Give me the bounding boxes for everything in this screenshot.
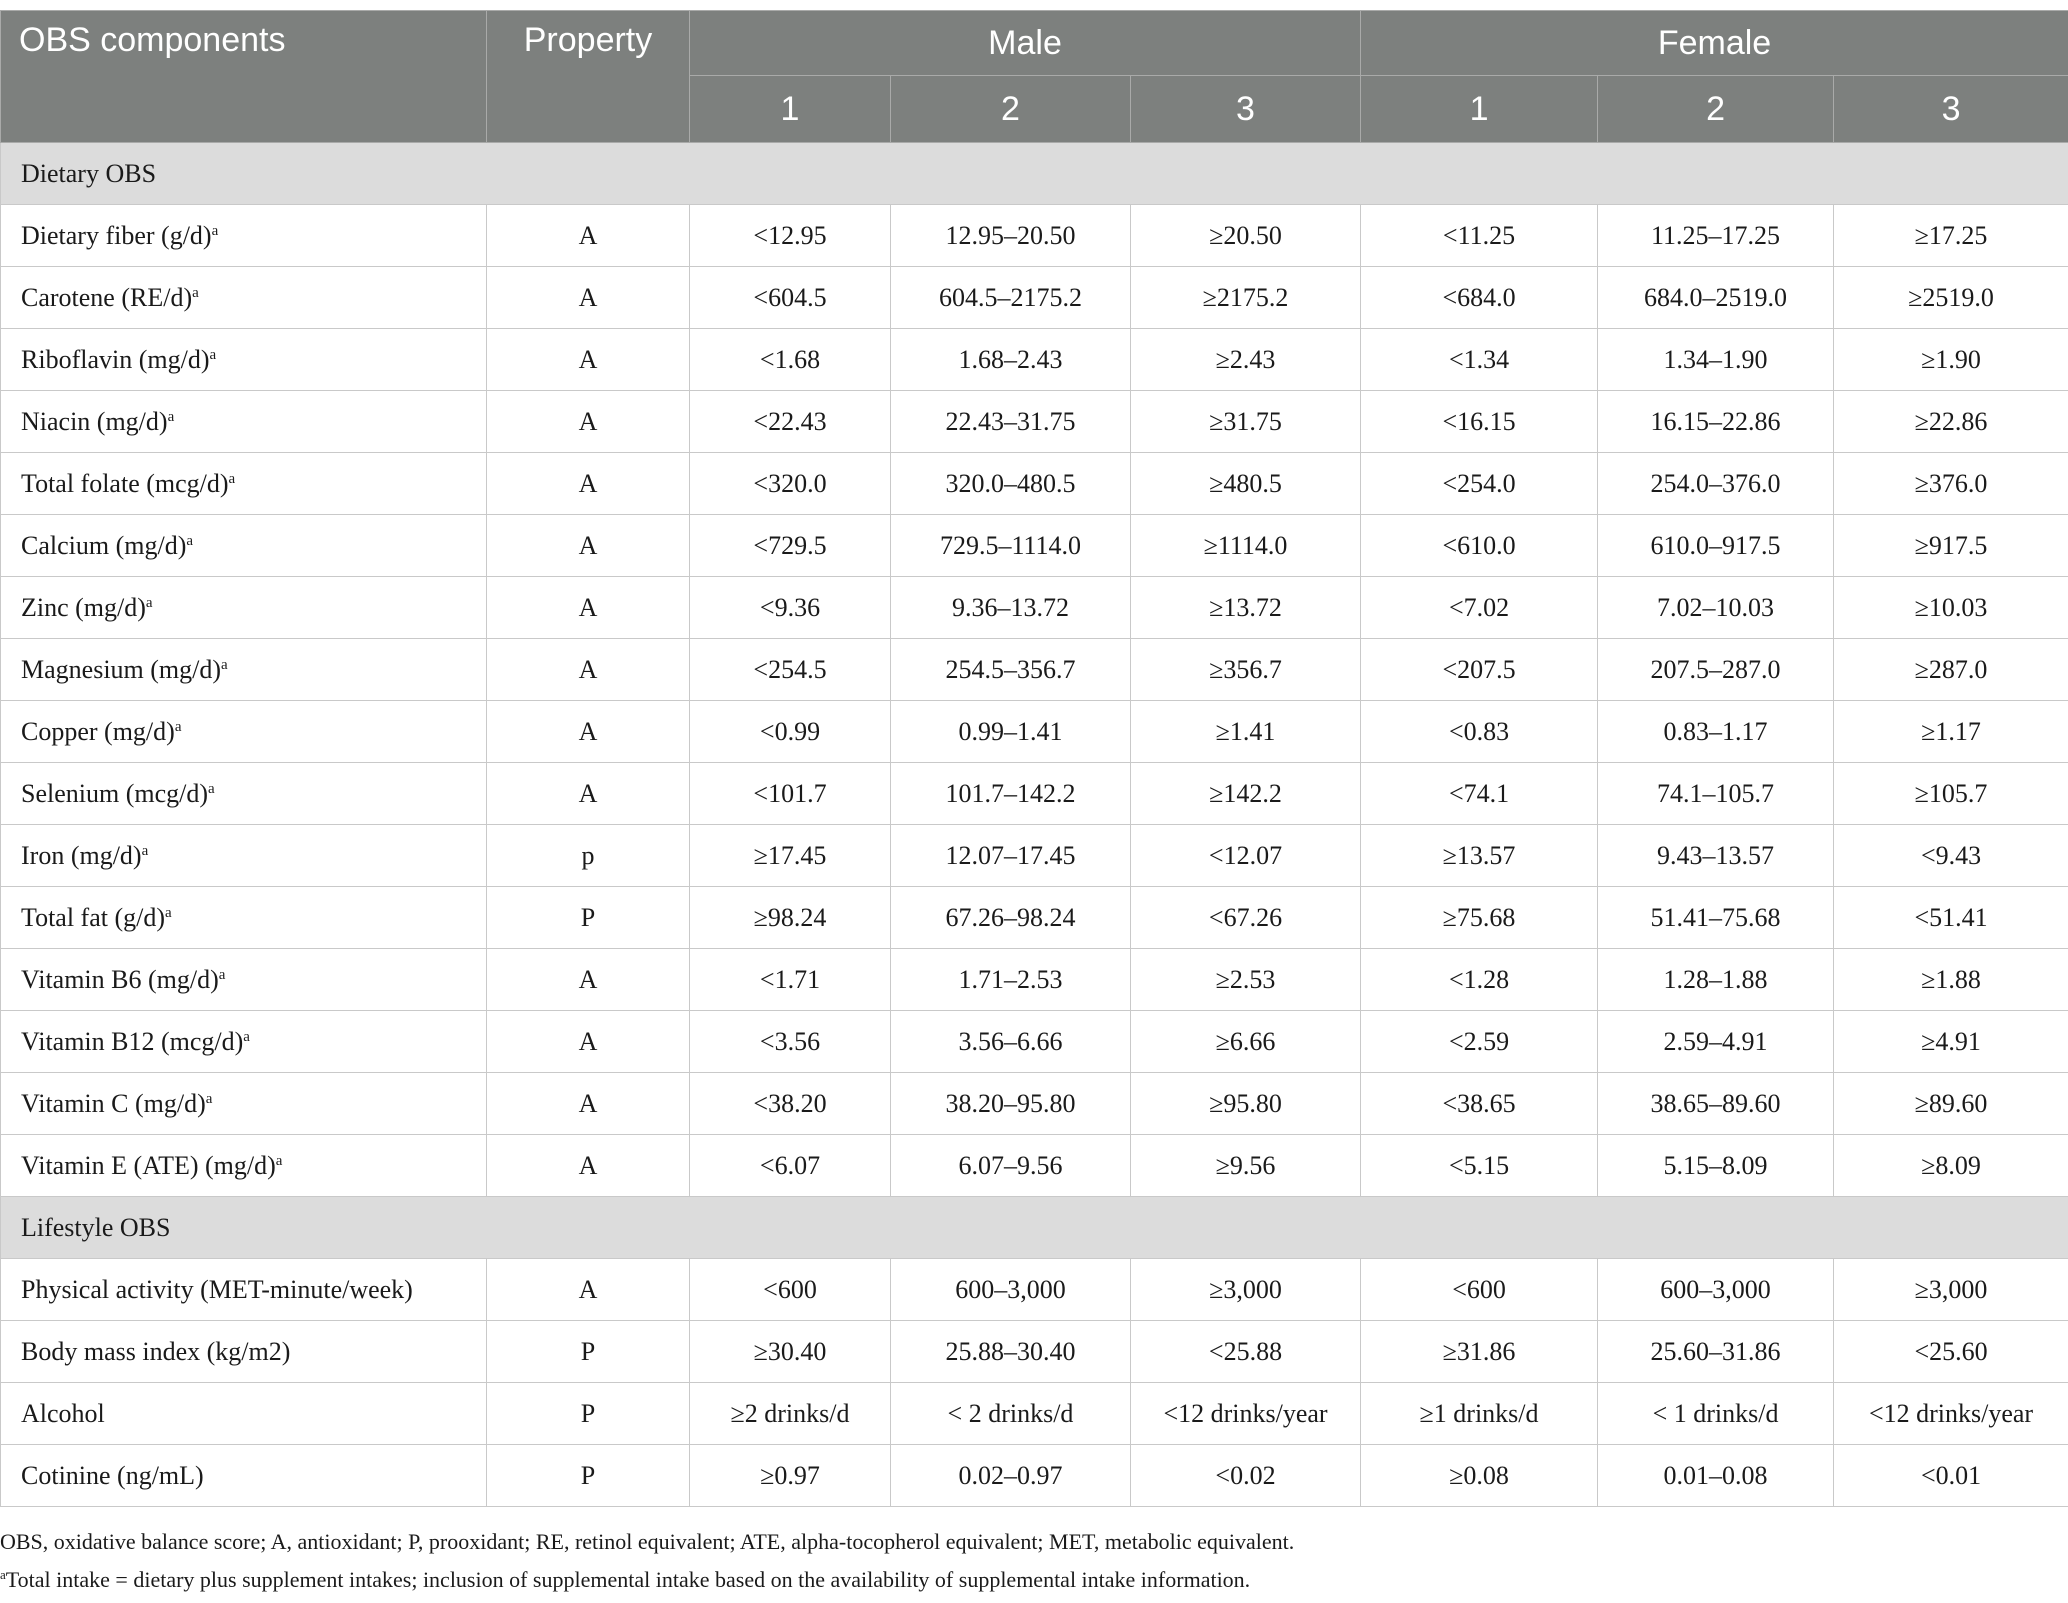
male-tertile-2-cell: 67.26–98.24 bbox=[891, 887, 1131, 949]
female-tertile-2-cell: 25.60–31.86 bbox=[1598, 1321, 1834, 1383]
property-cell: P bbox=[487, 887, 690, 949]
table-header bbox=[1, 11, 2068, 143]
table-body bbox=[1, 143, 2068, 1507]
female-tertile-1-cell: <11.25 bbox=[1361, 205, 1598, 267]
table-row bbox=[1, 329, 2068, 391]
female-tertile-3-cell: ≥2519.0 bbox=[1834, 267, 2068, 329]
property-cell: A bbox=[487, 1259, 690, 1321]
property-cell: A bbox=[487, 639, 690, 701]
table-row bbox=[1, 1445, 2068, 1507]
male-tertile-1-cell: <22.43 bbox=[690, 391, 891, 453]
component-cell bbox=[1, 1445, 487, 1507]
male-tertile-2-cell: 1.71–2.53 bbox=[891, 949, 1131, 1011]
property-cell: A bbox=[487, 205, 690, 267]
section-row bbox=[1, 1197, 2068, 1259]
table-row bbox=[1, 639, 2068, 701]
component-cell bbox=[1, 453, 487, 515]
male-tertile-1-cell: ≥2 drinks/d bbox=[690, 1383, 891, 1445]
female-tertile-2-cell: < 1 drinks/d bbox=[1598, 1383, 1834, 1445]
footnote-marker: a bbox=[174, 718, 182, 735]
property-cell: A bbox=[487, 267, 690, 329]
female-tertile-3-cell: ≥22.86 bbox=[1834, 391, 2068, 453]
male-tertile-3-cell: ≥20.50 bbox=[1131, 205, 1361, 267]
footnote-total-intake bbox=[0, 1561, 2068, 1599]
property-cell: A bbox=[487, 701, 690, 763]
property-cell: A bbox=[487, 577, 690, 639]
table-row bbox=[1, 825, 2068, 887]
component-cell bbox=[1, 391, 487, 453]
female-tertile-3-cell: ≥376.0 bbox=[1834, 453, 2068, 515]
male-tertile-2-cell: 1.68–2.43 bbox=[891, 329, 1131, 391]
footnote-total-intake-text: Total intake = dietary plus supplement intakes; inclusion of supplemental intake based on the availability of supplemental intake information. bbox=[5, 1567, 1251, 1592]
female-tertile-2-cell: 0.83–1.17 bbox=[1598, 701, 1834, 763]
table-row bbox=[1, 1073, 2068, 1135]
male-tertile-3-cell: ≥3,000 bbox=[1131, 1259, 1361, 1321]
female-tertile-3-cell: ≥3,000 bbox=[1834, 1259, 2068, 1321]
header-male-tertile-1: 1 bbox=[690, 76, 891, 143]
footnote-marker: a bbox=[165, 904, 172, 921]
table-row bbox=[1, 1259, 2068, 1321]
male-tertile-1-cell: <1.68 bbox=[690, 329, 891, 391]
component-cell bbox=[1, 701, 487, 763]
header-female-tertile-2: 2 bbox=[1598, 76, 1834, 143]
header-male-tertile-3: 3 bbox=[1131, 76, 1361, 143]
male-tertile-3-cell: ≥356.7 bbox=[1131, 639, 1361, 701]
female-tertile-2-cell: 9.43–13.57 bbox=[1598, 825, 1834, 887]
component-name: Vitamin B12 (mcg/d) bbox=[21, 1026, 244, 1056]
footnote-marker: a bbox=[228, 470, 236, 487]
male-tertile-2-cell: 22.43–31.75 bbox=[891, 391, 1131, 453]
header-female-tertile-3: 3 bbox=[1834, 76, 2068, 143]
table-row bbox=[1, 577, 2068, 639]
header-obs-components: OBS components bbox=[1, 11, 487, 143]
male-tertile-1-cell: <320.0 bbox=[690, 453, 891, 515]
table-row bbox=[1, 453, 2068, 515]
property-cell: A bbox=[487, 763, 690, 825]
component-cell bbox=[1, 1073, 487, 1135]
component-cell bbox=[1, 887, 487, 949]
obs-components-table bbox=[0, 10, 2068, 1507]
male-tertile-2-cell: 25.88–30.40 bbox=[891, 1321, 1131, 1383]
male-tertile-2-cell: 12.95–20.50 bbox=[891, 205, 1131, 267]
male-tertile-3-cell: ≥95.80 bbox=[1131, 1073, 1361, 1135]
male-tertile-3-cell: <25.88 bbox=[1131, 1321, 1361, 1383]
footnote-marker: a bbox=[243, 1028, 250, 1045]
component-cell bbox=[1, 1135, 487, 1197]
male-tertile-2-cell: 604.5–2175.2 bbox=[891, 267, 1131, 329]
component-name: Vitamin E (ATE) (mg/d) bbox=[21, 1150, 276, 1180]
property-cell: A bbox=[487, 329, 690, 391]
footnote-marker: a bbox=[208, 780, 215, 797]
component-cell bbox=[1, 1011, 487, 1073]
female-tertile-2-cell: 7.02–10.03 bbox=[1598, 577, 1834, 639]
header-property: Property bbox=[487, 11, 690, 143]
female-tertile-1-cell: ≥75.68 bbox=[1361, 887, 1598, 949]
female-tertile-2-cell: 254.0–376.0 bbox=[1598, 453, 1834, 515]
male-tertile-2-cell: 600–3,000 bbox=[891, 1259, 1131, 1321]
female-tertile-2-cell: 610.0–917.5 bbox=[1598, 515, 1834, 577]
male-tertile-1-cell: <1.71 bbox=[690, 949, 891, 1011]
male-tertile-1-cell: ≥0.97 bbox=[690, 1445, 891, 1507]
property-cell: A bbox=[487, 391, 690, 453]
component-name: Vitamin C (mg/d) bbox=[21, 1088, 206, 1118]
header-female: Female bbox=[1361, 11, 2068, 76]
male-tertile-1-cell: <101.7 bbox=[690, 763, 891, 825]
female-tertile-1-cell: ≥13.57 bbox=[1361, 825, 1598, 887]
female-tertile-2-cell: 11.25–17.25 bbox=[1598, 205, 1834, 267]
male-tertile-1-cell: ≥98.24 bbox=[690, 887, 891, 949]
table-row bbox=[1, 1135, 2068, 1197]
male-tertile-2-cell: 6.07–9.56 bbox=[891, 1135, 1131, 1197]
female-tertile-1-cell: <684.0 bbox=[1361, 267, 1598, 329]
table-row bbox=[1, 1321, 2068, 1383]
male-tertile-2-cell: 320.0–480.5 bbox=[891, 453, 1131, 515]
component-cell bbox=[1, 1259, 487, 1321]
component-cell bbox=[1, 267, 487, 329]
female-tertile-1-cell: <610.0 bbox=[1361, 515, 1598, 577]
female-tertile-1-cell: ≥31.86 bbox=[1361, 1321, 1598, 1383]
header-male: Male bbox=[690, 11, 1361, 76]
property-cell: A bbox=[487, 1011, 690, 1073]
male-tertile-1-cell: ≥30.40 bbox=[690, 1321, 891, 1383]
table-row bbox=[1, 701, 2068, 763]
component-name: Total folate (mcg/d) bbox=[21, 468, 229, 498]
male-tertile-3-cell: <0.02 bbox=[1131, 1445, 1361, 1507]
component-name: Copper (mg/d) bbox=[21, 716, 175, 746]
female-tertile-2-cell: 1.34–1.90 bbox=[1598, 329, 1834, 391]
male-tertile-1-cell: <9.36 bbox=[690, 577, 891, 639]
female-tertile-3-cell: ≥1.88 bbox=[1834, 949, 2068, 1011]
component-cell bbox=[1, 205, 487, 267]
section-title: Dietary OBS bbox=[1, 143, 2068, 205]
property-cell: p bbox=[487, 825, 690, 887]
male-tertile-3-cell: ≥480.5 bbox=[1131, 453, 1361, 515]
component-cell bbox=[1, 1383, 487, 1445]
male-tertile-2-cell: 0.99–1.41 bbox=[891, 701, 1131, 763]
male-tertile-2-cell: 3.56–6.66 bbox=[891, 1011, 1131, 1073]
female-tertile-1-cell: <16.15 bbox=[1361, 391, 1598, 453]
component-name: Calcium (mg/d) bbox=[21, 530, 187, 560]
section-title: Lifestyle OBS bbox=[1, 1197, 2068, 1259]
female-tertile-2-cell: 600–3,000 bbox=[1598, 1259, 1834, 1321]
property-cell: A bbox=[487, 515, 690, 577]
male-tertile-1-cell: <6.07 bbox=[690, 1135, 891, 1197]
component-name: Iron (mg/d) bbox=[21, 840, 142, 870]
female-tertile-3-cell: <12 drinks/year bbox=[1834, 1383, 2068, 1445]
component-name: Physical activity (MET-minute/week) bbox=[21, 1274, 413, 1304]
male-tertile-3-cell: ≥6.66 bbox=[1131, 1011, 1361, 1073]
female-tertile-3-cell: ≥1.17 bbox=[1834, 701, 2068, 763]
male-tertile-3-cell: <12.07 bbox=[1131, 825, 1361, 887]
table-row bbox=[1, 1011, 2068, 1073]
component-cell bbox=[1, 825, 487, 887]
female-tertile-3-cell: ≥8.09 bbox=[1834, 1135, 2068, 1197]
female-tertile-3-cell: ≥1.90 bbox=[1834, 329, 2068, 391]
male-tertile-2-cell: 101.7–142.2 bbox=[891, 763, 1131, 825]
footnote-marker: a bbox=[145, 594, 153, 611]
female-tertile-2-cell: 16.15–22.86 bbox=[1598, 391, 1834, 453]
footnote-marker: a bbox=[218, 966, 226, 983]
male-tertile-2-cell: 729.5–1114.0 bbox=[891, 515, 1131, 577]
female-tertile-1-cell: ≥1 drinks/d bbox=[1361, 1383, 1598, 1445]
male-tertile-1-cell: <600 bbox=[690, 1259, 891, 1321]
female-tertile-1-cell: <1.34 bbox=[1361, 329, 1598, 391]
property-cell: P bbox=[487, 1321, 690, 1383]
male-tertile-2-cell: 254.5–356.7 bbox=[891, 639, 1131, 701]
male-tertile-1-cell: ≥17.45 bbox=[690, 825, 891, 887]
female-tertile-2-cell: 0.01–0.08 bbox=[1598, 1445, 1834, 1507]
component-cell bbox=[1, 577, 487, 639]
male-tertile-3-cell: ≥1114.0 bbox=[1131, 515, 1361, 577]
section-row bbox=[1, 143, 2068, 205]
female-tertile-3-cell: <25.60 bbox=[1834, 1321, 2068, 1383]
female-tertile-1-cell: <1.28 bbox=[1361, 949, 1598, 1011]
component-cell bbox=[1, 949, 487, 1011]
female-tertile-3-cell: ≥17.25 bbox=[1834, 205, 2068, 267]
property-cell: A bbox=[487, 1135, 690, 1197]
table-row bbox=[1, 1383, 2068, 1445]
table-row bbox=[1, 515, 2068, 577]
male-tertile-1-cell: <729.5 bbox=[690, 515, 891, 577]
male-tertile-2-cell: 9.36–13.72 bbox=[891, 577, 1131, 639]
female-tertile-3-cell: ≥917.5 bbox=[1834, 515, 2068, 577]
female-tertile-1-cell: <7.02 bbox=[1361, 577, 1598, 639]
female-tertile-1-cell: <207.5 bbox=[1361, 639, 1598, 701]
component-name: Cotinine (ng/mL) bbox=[21, 1460, 204, 1490]
table-row bbox=[1, 949, 2068, 1011]
female-tertile-2-cell: 2.59–4.91 bbox=[1598, 1011, 1834, 1073]
footnote-marker: a bbox=[205, 1090, 213, 1107]
footnote-mark: a bbox=[0, 1567, 6, 1582]
male-tertile-1-cell: <254.5 bbox=[690, 639, 891, 701]
female-tertile-1-cell: <0.83 bbox=[1361, 701, 1598, 763]
footnote-marker: a bbox=[192, 284, 199, 301]
female-tertile-2-cell: 38.65–89.60 bbox=[1598, 1073, 1834, 1135]
male-tertile-2-cell: 12.07–17.45 bbox=[891, 825, 1131, 887]
component-cell bbox=[1, 763, 487, 825]
male-tertile-3-cell: ≥9.56 bbox=[1131, 1135, 1361, 1197]
property-cell: A bbox=[487, 453, 690, 515]
component-name: Niacin (mg/d) bbox=[21, 406, 168, 436]
female-tertile-1-cell: <254.0 bbox=[1361, 453, 1598, 515]
component-name: Vitamin B6 (mg/d) bbox=[21, 964, 219, 994]
component-name: Dietary fiber (g/d) bbox=[21, 220, 212, 250]
female-tertile-2-cell: 74.1–105.7 bbox=[1598, 763, 1834, 825]
footnote-marker: a bbox=[167, 408, 175, 425]
female-tertile-1-cell: <2.59 bbox=[1361, 1011, 1598, 1073]
table-row bbox=[1, 205, 2068, 267]
table-row bbox=[1, 887, 2068, 949]
male-tertile-3-cell: ≥2175.2 bbox=[1131, 267, 1361, 329]
footnote-marker: a bbox=[186, 532, 194, 549]
footnote-marker: a bbox=[221, 656, 228, 673]
component-cell bbox=[1, 515, 487, 577]
property-cell: A bbox=[487, 949, 690, 1011]
female-tertile-3-cell: <0.01 bbox=[1834, 1445, 2068, 1507]
female-tertile-2-cell: 5.15–8.09 bbox=[1598, 1135, 1834, 1197]
component-name: Selenium (mcg/d) bbox=[21, 778, 209, 808]
footnote-abbreviations: OBS, oxidative balance score; A, antioxidant; P, prooxidant; RE, retinol equivalent; ATE, alpha-tocopherol equivalent; MET, metabolic equivalent. bbox=[0, 1529, 1295, 1554]
table-footnotes bbox=[0, 1523, 2068, 1599]
property-cell: P bbox=[487, 1445, 690, 1507]
male-tertile-3-cell: <67.26 bbox=[1131, 887, 1361, 949]
male-tertile-1-cell: <38.20 bbox=[690, 1073, 891, 1135]
header-male-tertile-2: 2 bbox=[891, 76, 1131, 143]
property-cell: A bbox=[487, 1073, 690, 1135]
component-name: Zinc (mg/d) bbox=[21, 592, 146, 622]
female-tertile-3-cell: ≥89.60 bbox=[1834, 1073, 2068, 1135]
component-name: Magnesium (mg/d) bbox=[21, 654, 222, 684]
male-tertile-3-cell: ≥2.53 bbox=[1131, 949, 1361, 1011]
female-tertile-3-cell: ≥287.0 bbox=[1834, 639, 2068, 701]
component-cell bbox=[1, 639, 487, 701]
female-tertile-2-cell: 684.0–2519.0 bbox=[1598, 267, 1834, 329]
component-cell bbox=[1, 329, 487, 391]
male-tertile-2-cell: < 2 drinks/d bbox=[891, 1383, 1131, 1445]
footnote-marker: a bbox=[211, 222, 219, 239]
component-cell bbox=[1, 1321, 487, 1383]
female-tertile-1-cell: <600 bbox=[1361, 1259, 1598, 1321]
female-tertile-3-cell: <9.43 bbox=[1834, 825, 2068, 887]
footnote-marker: a bbox=[275, 1152, 283, 1169]
footnote-marker: a bbox=[141, 842, 149, 859]
male-tertile-3-cell: ≥142.2 bbox=[1131, 763, 1361, 825]
component-name: Total fat (g/d) bbox=[21, 902, 166, 932]
table-row bbox=[1, 267, 2068, 329]
male-tertile-1-cell: <3.56 bbox=[690, 1011, 891, 1073]
male-tertile-2-cell: 38.20–95.80 bbox=[891, 1073, 1131, 1135]
property-cell: P bbox=[487, 1383, 690, 1445]
male-tertile-3-cell: <12 drinks/year bbox=[1131, 1383, 1361, 1445]
female-tertile-3-cell: ≥105.7 bbox=[1834, 763, 2068, 825]
male-tertile-1-cell: <0.99 bbox=[690, 701, 891, 763]
male-tertile-3-cell: ≥2.43 bbox=[1131, 329, 1361, 391]
male-tertile-1-cell: <604.5 bbox=[690, 267, 891, 329]
female-tertile-2-cell: 51.41–75.68 bbox=[1598, 887, 1834, 949]
male-tertile-3-cell: ≥13.72 bbox=[1131, 577, 1361, 639]
component-name: Alcohol bbox=[21, 1398, 105, 1428]
male-tertile-3-cell: ≥31.75 bbox=[1131, 391, 1361, 453]
component-name: Riboflavin (mg/d) bbox=[21, 344, 210, 374]
female-tertile-3-cell: ≥10.03 bbox=[1834, 577, 2068, 639]
male-tertile-3-cell: ≥1.41 bbox=[1131, 701, 1361, 763]
footnote-marker: a bbox=[209, 346, 217, 363]
female-tertile-1-cell: ≥0.08 bbox=[1361, 1445, 1598, 1507]
female-tertile-3-cell: ≥4.91 bbox=[1834, 1011, 2068, 1073]
male-tertile-2-cell: 0.02–0.97 bbox=[891, 1445, 1131, 1507]
table-row bbox=[1, 391, 2068, 453]
female-tertile-3-cell: <51.41 bbox=[1834, 887, 2068, 949]
female-tertile-1-cell: <5.15 bbox=[1361, 1135, 1598, 1197]
female-tertile-1-cell: <38.65 bbox=[1361, 1073, 1598, 1135]
component-name: Body mass index (kg/m2) bbox=[21, 1336, 291, 1366]
male-tertile-1-cell: <12.95 bbox=[690, 205, 891, 267]
female-tertile-2-cell: 1.28–1.88 bbox=[1598, 949, 1834, 1011]
header-female-tertile-1: 1 bbox=[1361, 76, 1598, 143]
female-tertile-1-cell: <74.1 bbox=[1361, 763, 1598, 825]
table-row bbox=[1, 763, 2068, 825]
female-tertile-2-cell: 207.5–287.0 bbox=[1598, 639, 1834, 701]
component-name: Carotene (RE/d) bbox=[21, 282, 193, 312]
